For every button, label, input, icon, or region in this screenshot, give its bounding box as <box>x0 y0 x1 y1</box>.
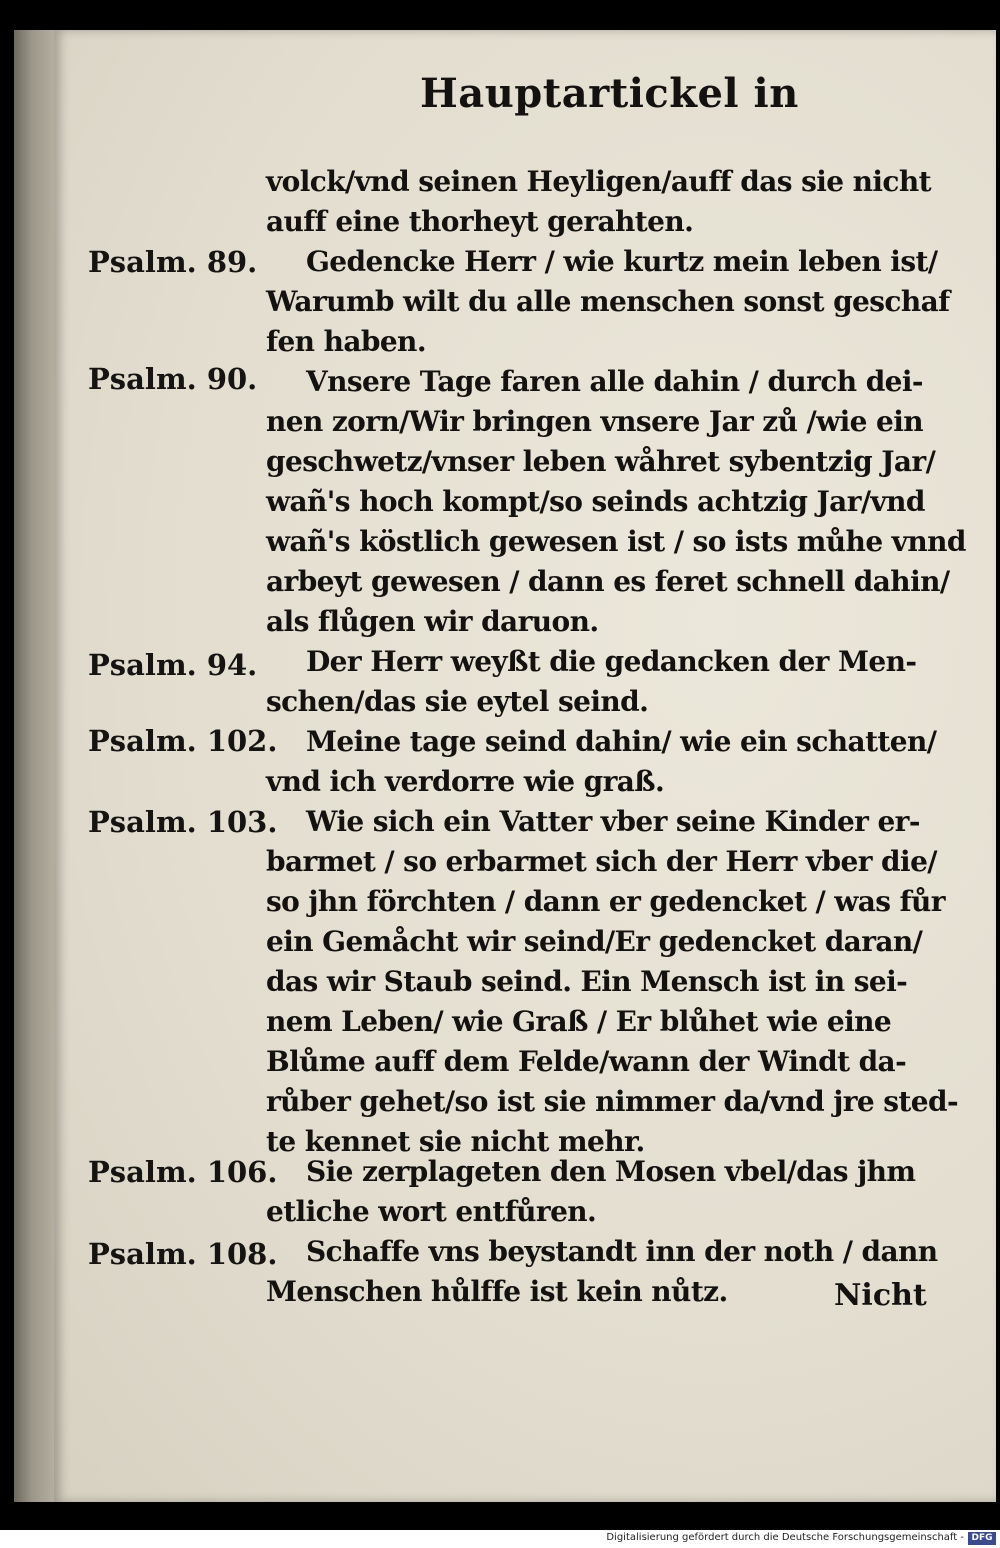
catchword: Nicht <box>834 1278 927 1313</box>
text-line: volck/vnd seinen Heyligen/auff das sie nicht <box>266 165 931 198</box>
text-line: Gedencke Herr / wie kurtz mein leben ist/ <box>306 245 938 278</box>
text-line: Warumb wilt du alle menschen sonst geschaf <box>266 285 950 318</box>
margin-ref: Psalm. 102. <box>88 724 278 758</box>
text-line: Vnsere Tage faren alle dahin / durch dei- <box>306 365 923 398</box>
text-line: auff eine thorheyt gerahten. <box>266 205 694 238</box>
dfg-logo: DFG <box>968 1532 996 1545</box>
text-line: wañ's köstlich gewesen ist / so ists můhe vnnd <box>266 525 966 558</box>
text-line: Blůme auff dem Felde/wann der Windt da- <box>266 1045 907 1078</box>
text-line: ein Gemåcht wir seind/Er gedencket daran/ <box>266 925 923 958</box>
text-line: so jhn förchten / dann er gedencket / was fůr <box>266 885 945 918</box>
text-line: Der Herr weyßt die gedancken der Men- <box>306 645 917 678</box>
margin-ref: Psalm. 90. <box>88 362 258 396</box>
text-line: fen haben. <box>266 325 426 358</box>
text-line: Schaffe vns beystandt inn der noth / dann <box>306 1235 938 1268</box>
text-line: das wir Staub seind. Ein Mensch ist in sei- <box>266 965 908 998</box>
text-line: arbeyt gewesen / dann es feret schnell dahin/ <box>266 565 950 598</box>
margin-ref: Psalm. 94. <box>88 648 258 682</box>
text-line: Menschen hůlffe ist kein nůtz. <box>266 1275 728 1308</box>
text-line: geschwetz/vnser leben wåhret sybentzig Jar/ <box>266 445 936 478</box>
footer-bar <box>0 1530 1000 1548</box>
text-line: Wie sich ein Vatter vber seine Kinder er- <box>306 805 920 838</box>
margin-ref: Psalm. 106. <box>88 1155 278 1189</box>
text-line: barmet / so erbarmet sich der Herr vber die/ <box>266 845 937 878</box>
text-line: nem Leben/ wie Graß / Er blůhet wie eine <box>266 1005 892 1038</box>
text-line: růber gehet/so ist sie nimmer da/vnd jre sted- <box>266 1085 958 1118</box>
book-spine <box>14 30 58 1502</box>
text-line: wañ's hoch kompt/so seinds achtzig Jar/vnd <box>266 485 925 518</box>
margin-ref: Psalm. 103. <box>88 805 278 839</box>
text-line: als flůgen wir daruon. <box>266 605 599 638</box>
text-line: Sie zerplageten den Mosen vbel/das jhm <box>306 1155 916 1188</box>
text-line: vnd ich verdorre wie graß. <box>266 765 665 798</box>
margin-ref: Psalm. 108. <box>88 1237 278 1271</box>
text-line: nen zorn/Wir bringen vnsere Jar zů /wie ein <box>266 405 924 438</box>
text-line: schen/das sie eytel seind. <box>266 685 649 718</box>
text-line: te kennet sie nicht mehr. <box>266 1125 645 1158</box>
margin-ref: Psalm. 89. <box>88 245 258 279</box>
text-line: etliche wort entfůren. <box>266 1195 597 1228</box>
running-head: Hauptartickel in <box>420 70 799 117</box>
text-line: Meine tage seind dahin/ wie ein schatten/ <box>306 725 937 758</box>
funding-credit: Digitalisierung gefördert durch die Deutsche Forschungsgemeinschaft - <box>606 1532 964 1543</box>
